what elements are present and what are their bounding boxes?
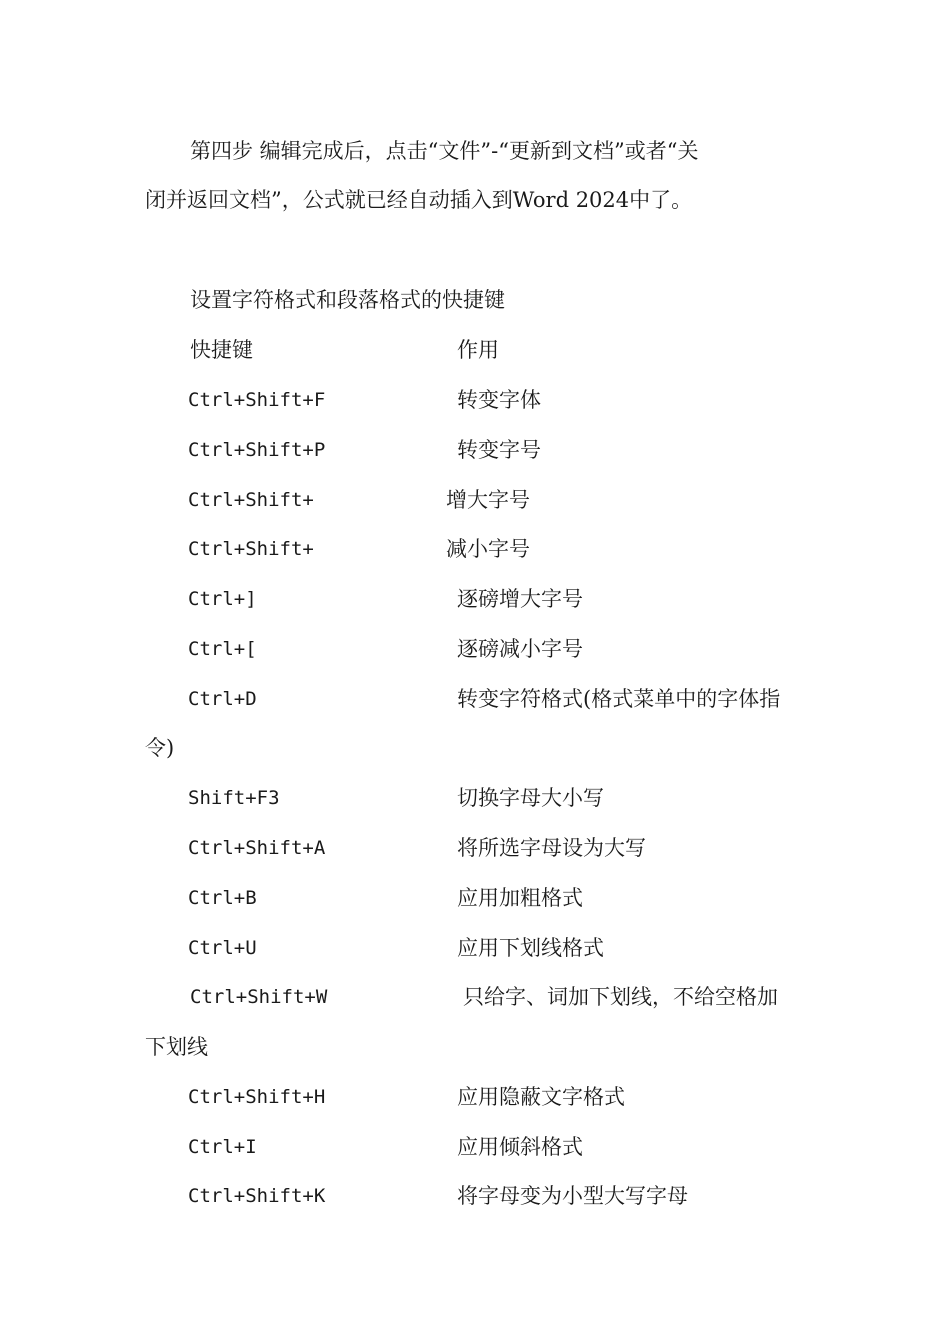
header-action: 作用 <box>457 338 499 362</box>
section-title: 设置字符格式和段落格式的快捷键 <box>190 288 505 312</box>
shortcut-key: Ctrl+Shift+H <box>188 1086 326 1108</box>
shortcut-key: Ctrl+Shift+ <box>188 538 314 560</box>
shortcut-key: Ctrl+Shift+F <box>188 389 326 411</box>
shortcut-action: 将字母变为小型大写字母 <box>457 1184 688 1208</box>
shortcut-action: 增大字号 <box>446 488 530 512</box>
shortcut-action: 应用隐蔽文字格式 <box>457 1085 625 1109</box>
shortcut-action: 应用倾斜格式 <box>457 1135 583 1159</box>
shortcut-action: 将所选字母设为大写 <box>457 836 646 860</box>
shortcut-action: 减小字号 <box>446 537 530 561</box>
shortcut-action: 转变字号 <box>457 438 541 462</box>
shortcut-key: Shift+F3 <box>188 787 280 809</box>
shortcut-action: 应用加粗格式 <box>457 886 583 910</box>
shortcut-key: Ctrl+U <box>188 937 257 959</box>
shortcut-action: 逐磅增大字号 <box>457 587 583 611</box>
shortcut-action: 只给字、词加下划线，不给空格加 <box>463 985 778 1009</box>
shortcut-action: 转变字符格式(格式菜单中的字体指 <box>457 687 781 711</box>
shortcut-action: 切换字母大小写 <box>457 786 604 810</box>
shortcut-key: Ctrl+Shift+P <box>188 439 326 461</box>
shortcut-key: Ctrl+] <box>188 588 257 610</box>
shortcut-action: 转变字体 <box>457 388 541 412</box>
shortcut-action: 应用下划线格式 <box>457 936 604 960</box>
intro-line-1: 第四步 编辑完成后，点击“文件”-“更新到文档”或者“关 <box>190 139 699 163</box>
shortcut-action-continued: 下划线 <box>145 1035 208 1059</box>
shortcut-key: Ctrl+B <box>188 887 257 909</box>
shortcut-key: Ctrl+Shift+W <box>190 986 328 1008</box>
shortcut-key: Ctrl+D <box>188 688 257 710</box>
shortcut-key: Ctrl+Shift+A <box>188 837 326 859</box>
shortcut-action: 逐磅减小字号 <box>457 637 583 661</box>
header-key: 快捷键 <box>190 338 253 362</box>
shortcut-key: Ctrl+Shift+K <box>188 1185 326 1207</box>
shortcut-key: Ctrl+[ <box>188 638 257 660</box>
shortcut-key: Ctrl+I <box>188 1136 257 1158</box>
shortcut-action-continued: 令) <box>145 736 175 760</box>
intro-line-2: 闭并返回文档”，公式就已经自动插入到Word 2024中了。 <box>145 188 693 212</box>
shortcut-key: Ctrl+Shift+ <box>188 489 314 511</box>
